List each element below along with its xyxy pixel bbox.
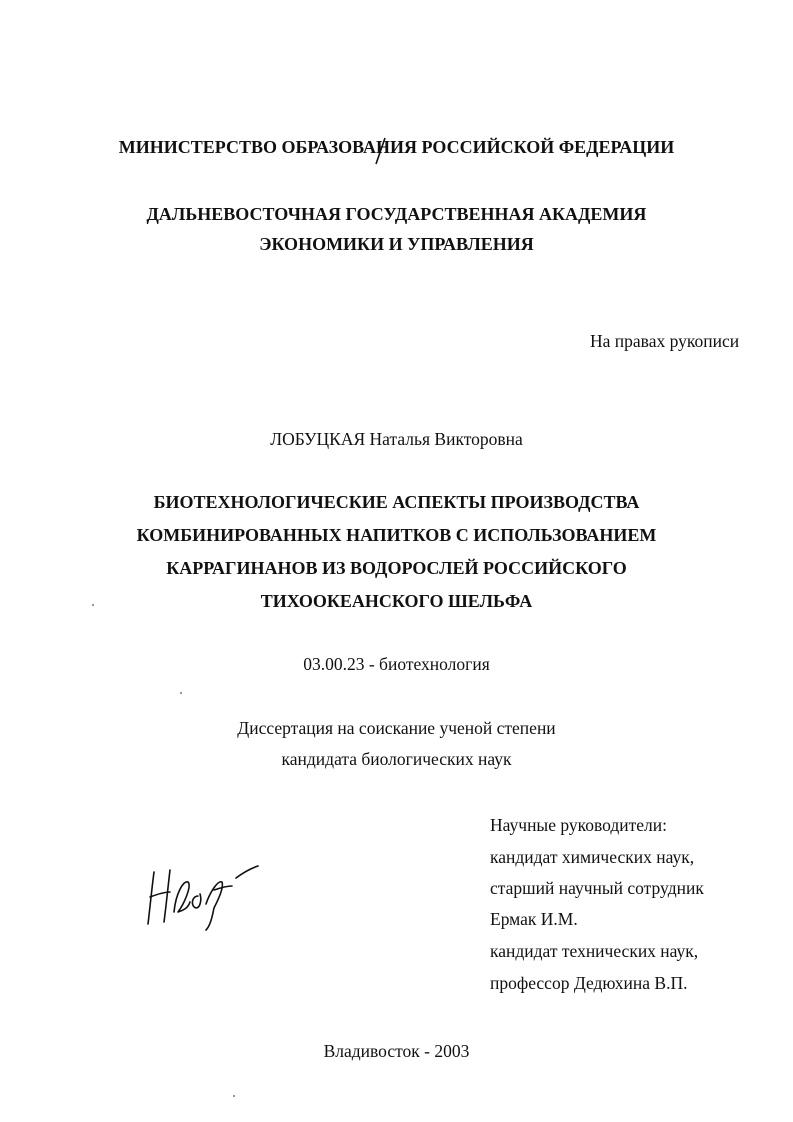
scan-speck <box>233 1095 235 1097</box>
scan-speck <box>180 692 182 694</box>
supervisor1-name: Ермак И.М. <box>490 909 578 929</box>
academy-heading-line2: ЭКОНОМИКИ И УПРАВЛЕНИЯ <box>259 234 534 254</box>
title-line4: ТИХООКЕАНСКОГО ШЕЛЬФА <box>260 591 533 611</box>
supervisor2-degree: кандидат технических наук, <box>490 941 699 961</box>
ministry-heading: МИНИСТЕРСТВО ОБРАЗОВАНИЯ РОССИЙСКОЙ ФЕДЕРАЦИИ <box>118 137 675 157</box>
supervisors-heading: Научные руководители: <box>490 815 667 835</box>
title-line2: КОМБИНИРОВАННЫХ НАПИТКОВ С ИСПОЛЬЗОВАНИЕМ <box>136 525 657 545</box>
title-line3: КАРРАГИНАНОВ ИЗ ВОДОРОСЛЕЙ РОССИЙСКОГО <box>166 558 627 578</box>
manuscript-note: На правах рукописи <box>590 331 740 351</box>
supervisor2-name: профессор Дедюхина В.П. <box>490 973 688 993</box>
scan-speck <box>92 604 94 606</box>
academy-heading-line1: ДАЛЬНЕВОСТОЧНАЯ ГОСУДАРСТВЕННАЯ АКАДЕМИЯ <box>146 204 647 224</box>
degree-line2: кандидата биологических наук <box>281 749 512 769</box>
specialty-code: 03.00.23 - биотехнология <box>303 654 490 674</box>
author-signature <box>140 852 265 932</box>
supervisor1-degree: кандидат химических наук, <box>490 847 695 867</box>
pen-stroke-mark <box>373 136 387 166</box>
author-name: ЛОБУЦКАЯ Наталья Викторовна <box>270 429 523 449</box>
title-line1: БИОТЕХНОЛОГИЧЕСКИЕ АСПЕКТЫ ПРОИЗВОДСТВА <box>153 492 640 512</box>
city-year: Владивосток - 2003 <box>323 1041 470 1061</box>
degree-line1: Диссертация на соискание ученой степени <box>237 718 556 738</box>
supervisor1-position: старший научный сотрудник <box>490 878 704 898</box>
